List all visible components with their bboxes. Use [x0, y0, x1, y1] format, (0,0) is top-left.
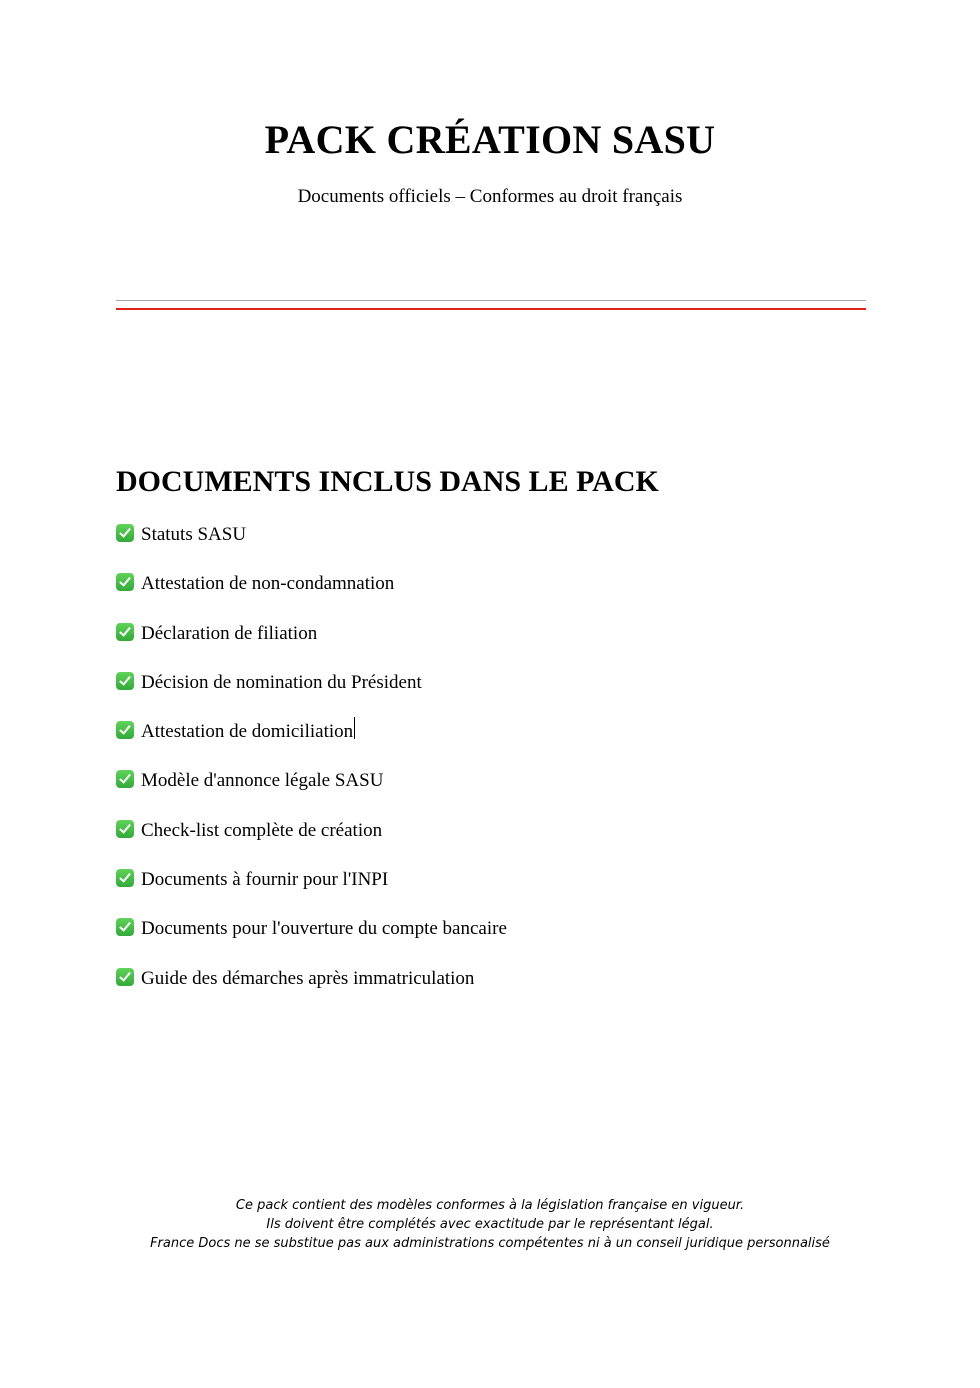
- check-icon: [116, 672, 134, 690]
- check-icon: [116, 573, 134, 591]
- page-subtitle: Documents officiels – Conformes au droit français: [297, 186, 683, 207]
- list-item-label: Décision de nomination du Président: [141, 671, 422, 693]
- list-item-label: Documents à fournir pour l'INPI: [141, 869, 389, 891]
- check-icon: [116, 820, 134, 838]
- list-item-label: Modèle d'annonce légale SASU: [141, 770, 384, 792]
- footer-line: France Docs ne se substitue pas aux administrations compétentes ni à un conseil juridique personnalisé: [150, 1236, 830, 1251]
- documents-list: [116, 520, 507, 1013]
- list-item-label: Déclaration de filiation: [141, 622, 318, 644]
- check-icon: [116, 721, 134, 739]
- list-item[interactable]: [116, 520, 507, 569]
- footer-disclaimer: [0, 1196, 980, 1253]
- list-item-label: Attestation de domiciliation: [141, 721, 354, 743]
- footer-line: Ce pack contient des modèles conformes à la législation française en vigueur.: [235, 1198, 745, 1213]
- list-item[interactable]: [116, 766, 507, 815]
- check-icon: [116, 918, 134, 936]
- list-item-label: Statuts SASU: [141, 524, 247, 545]
- list-item[interactable]: [116, 865, 507, 914]
- divider-red: [116, 308, 866, 310]
- page-title: PACK CRÉATION SASU: [264, 117, 716, 162]
- list-item-label: Attestation de non-condamnation: [141, 573, 395, 595]
- list-item-label: Check-list complète de création: [141, 819, 383, 841]
- footer-line: Ils doivent être complétés avec exactitude par le représentant légal.: [266, 1217, 714, 1232]
- list-item[interactable]: [116, 914, 507, 963]
- list-item[interactable]: [116, 668, 507, 717]
- check-icon: [116, 623, 134, 641]
- list-item[interactable]: [116, 717, 507, 766]
- list-item[interactable]: [116, 619, 507, 668]
- list-item-label: Guide des démarches après immatriculation: [141, 967, 475, 989]
- list-item[interactable]: [116, 816, 507, 865]
- list-item[interactable]: [116, 964, 507, 1013]
- divider-gray: [116, 300, 866, 301]
- check-icon: [116, 869, 134, 887]
- check-icon: [116, 968, 134, 986]
- section-heading: DOCUMENTS INCLUS DANS LE PACK: [116, 465, 659, 498]
- list-item[interactable]: [116, 569, 507, 618]
- check-icon: [116, 524, 134, 542]
- text-caret: [354, 717, 355, 739]
- list-item-label: Documents pour l'ouverture du compte bancaire: [141, 918, 507, 940]
- check-icon: [116, 770, 134, 788]
